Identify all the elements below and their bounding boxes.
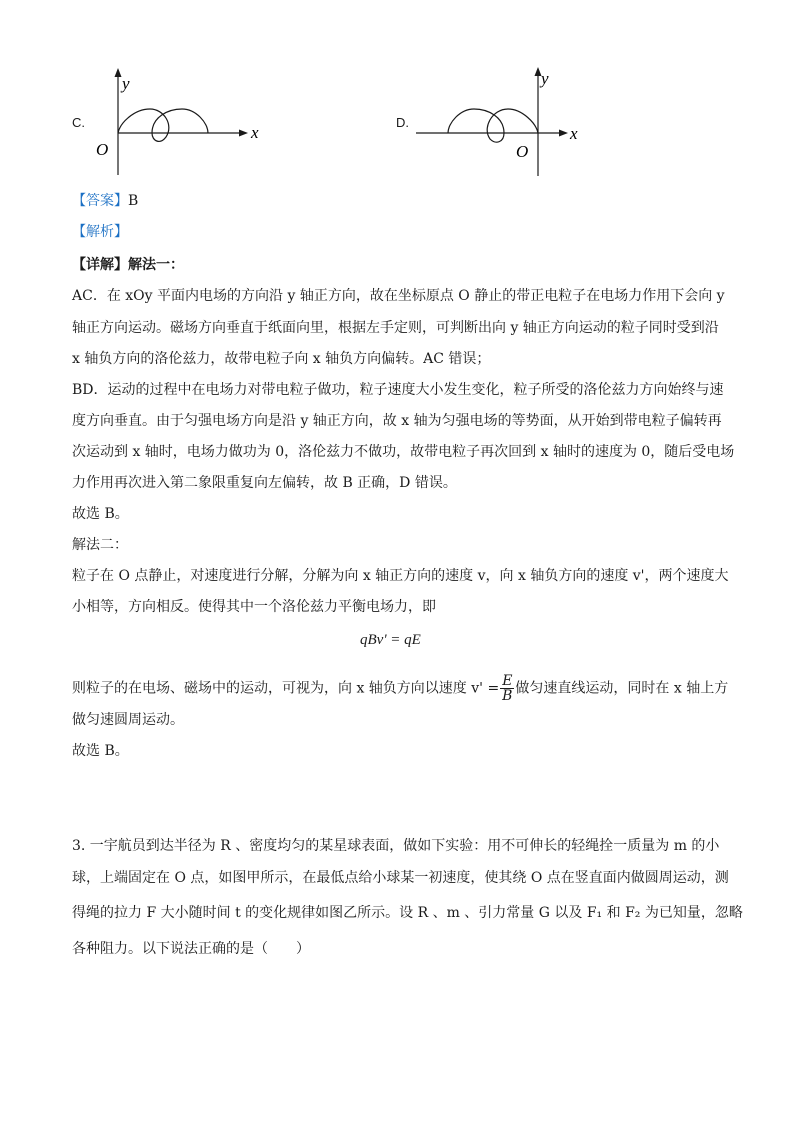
figure-c	[90, 65, 280, 180]
figure-d-label: D.	[396, 115, 409, 130]
method2-line-3	[72, 674, 728, 703]
answer-value: B	[128, 193, 139, 209]
analysis-tag: 【解析】	[72, 224, 128, 240]
figure-d-origin-label: O	[516, 142, 529, 161]
question3-line-1: 3. 一宇航员到达半径为 R 、密度均匀的某星球表面，做如下实验：用不可伸长的轻绳拴一质量为 m 的小	[72, 838, 720, 854]
method1-conclusion: 故选 B。	[72, 506, 129, 522]
method2-line-3-post: 做匀速直线运动，同时在 x 轴上方	[515, 680, 729, 697]
fraction-numerator: E	[502, 673, 513, 689]
question3-line-4: 各种阻力。以下说法正确的是（ ）	[72, 941, 310, 957]
method1-line-2: 轴正方向运动。磁场方向垂直于纸面向里，根据左手定则，可判断出向 y 轴正方向运动的粒子同时受到沿	[72, 320, 719, 336]
method1-line-7: 力作用再次进入第二象限重复向左偏转，故 B 正确，D 错误。	[72, 475, 457, 491]
method2-line-4: 做匀速圆周运动。	[72, 712, 184, 728]
figure-d-trajectory	[448, 109, 538, 142]
answer-line	[72, 191, 138, 211]
figure-c-x-label: x	[251, 123, 259, 142]
figure-c-trajectory	[118, 109, 208, 141]
answer-tag: 【答案】	[72, 193, 128, 209]
method2-line-1: 粒子在 O 点静止，对速度进行分解，分解为向 x 轴正方向的速度 v，向 x 轴负方向的速度 v'，两个速度大	[72, 568, 729, 584]
question3-line-2: 球，上端固定在 O 点，如图甲所示，在最低点给小球某一初速度，使其绕 O 点在竖直面内做圆周运动，测	[72, 870, 729, 886]
method2-line-2: 小相等，方向相反。使得其中一个洛伦兹力平衡电场力，即	[72, 599, 436, 615]
figure-c-label: C.	[72, 115, 85, 130]
figure-d	[412, 62, 592, 180]
figure-d-x-label: x	[570, 124, 578, 143]
method2-conclusion: 故选 B。	[72, 743, 129, 759]
detail-tag: 【详解】	[72, 257, 128, 273]
figure-c-y-label: y	[122, 74, 130, 93]
method1-line-4: BD．运动的过程中在电场力对带电粒子做功，粒子速度大小发生变化，粒子所受的洛伦兹力方向始终与速	[72, 382, 724, 398]
method1-line-1: AC．在 xOy 平面内电场的方向沿 y 轴正方向，故在坐标原点 O 静止的带正电粒子在电场力作用下会向 y	[72, 288, 725, 304]
method1-line-3: x 轴负方向的洛伦兹力，故带电粒子向 x 轴负方向偏转。AC 错误；	[72, 351, 491, 367]
method2-title: 解法二：	[72, 537, 128, 553]
question3-line-3: 得绳的拉力 F 大小随时间 t 的变化规律如图乙所示。设 R 、m 、引力常量 G 以及 F₁ 和 F₂ 为已知量，忽略	[72, 905, 743, 921]
detail-line	[72, 255, 184, 275]
figure-c-origin-label: O	[96, 140, 109, 159]
velocity-fraction	[500, 674, 514, 703]
method1-line-5: 度方向垂直。由于匀强电场方向是沿 y 轴正方向，故 x 轴为匀强电场的等势面，从开始到带电粒子偏转再	[72, 413, 722, 429]
figure-d-y-label: y	[541, 69, 549, 88]
method2-equation: qBv' = qE	[360, 632, 421, 648]
method1-title: 解法一：	[128, 257, 184, 273]
fraction-denominator: B	[502, 688, 513, 704]
method1-line-6: 次运动到 x 轴时，电场力做功为 0，洛伦兹力不做功，故带电粒子再次回到 x 轴时的速度为 0，随后受电场	[72, 444, 735, 460]
method2-line-3-pre: 则粒子的在电场、磁场中的运动，可视为，向 x 轴负方向以速度 v' =	[72, 680, 500, 697]
